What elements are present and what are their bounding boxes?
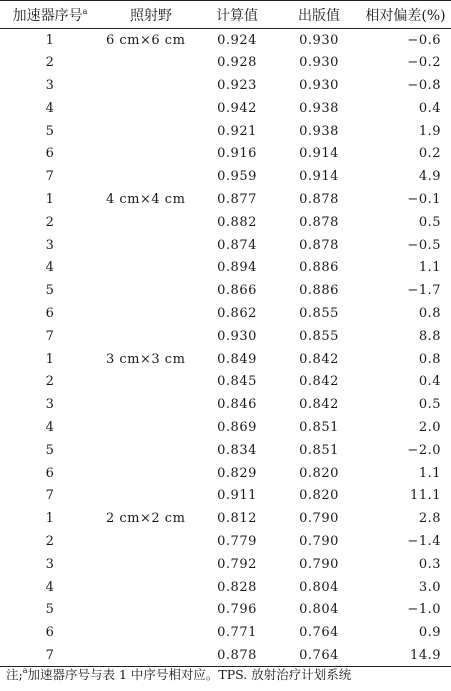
cell-calculated-value: 0.796 [217,602,257,618]
table-row [0,325,451,348]
cell-relative-deviation: 0.2 [418,146,441,162]
cell-published-value: 0.764 [299,625,339,641]
cell-field-size [106,256,196,279]
cell-published-value: 0.851 [299,442,339,458]
cell-calculated-value: 0.846 [217,397,257,413]
cell-accelerator-number: 5 [45,123,55,139]
table-row [0,29,451,52]
cell-field-size [106,644,196,667]
cell-calculated-value: 0.869 [217,419,257,435]
table-row [0,644,451,667]
cell-published-value: 0.764 [278,644,360,667]
cell-accelerator-number: 7 [0,644,106,667]
cell-field-size [106,393,196,416]
table-row [0,576,451,599]
cell-field-size: 2 cm×2 cm [106,511,186,527]
cell-calculated-value: 0.792 [217,556,257,572]
cell-accelerator-number: 4 [45,579,55,595]
cell-relative-deviation: 4.9 [418,169,441,185]
cell-published-value: 0.842 [299,351,339,367]
table-row [0,211,451,234]
cell-calculated-value: 0.845 [217,374,257,390]
cell-published-value: 0.790 [299,533,339,549]
table-row [0,530,451,553]
cell-field-size [106,97,196,120]
cell-published-value: 0.938 [299,123,339,139]
cell-published-value: 0.855 [299,305,339,321]
cell-relative-deviation: −0.1 [407,191,441,207]
cell-published-value: 0.842 [299,374,339,390]
cell-relative-deviation: 14.9 [360,644,451,667]
table-row [0,439,451,462]
cell-relative-deviation: 1.9 [418,123,441,139]
cell-calculated-value: 0.916 [217,146,257,162]
table-row [0,302,451,325]
table-row [0,416,451,439]
cell-accelerator-number: 4 [45,260,55,276]
cell-accelerator-number: 5 [45,283,55,299]
cell-field-size [106,462,196,485]
cell-field-size [106,484,196,507]
header-field-size: 照射野 [106,1,196,29]
cell-accelerator-number: 7 [45,169,55,185]
cell-relative-deviation: −1.0 [407,602,441,618]
cell-relative-deviation: 0.8 [418,305,441,321]
cell-calculated-value: 0.923 [217,77,257,93]
table-row [0,188,451,211]
cell-published-value: 0.804 [299,602,339,618]
cell-relative-deviation: −1.7 [407,283,441,299]
cell-published-value: 0.790 [299,511,339,527]
cell-accelerator-number: 6 [45,305,55,321]
cell-accelerator-number: 1 [45,191,55,207]
cell-calculated-value: 0.779 [217,533,257,549]
cell-field-size [106,598,196,621]
cell-published-value: 0.886 [299,260,339,276]
cell-relative-deviation: 0.3 [418,556,441,572]
cell-accelerator-number: 3 [45,77,55,93]
cell-calculated-value: 0.862 [217,305,257,321]
cell-accelerator-number: 3 [45,237,55,253]
table-row [0,598,451,621]
table-row [0,51,451,74]
cell-field-size: 6 cm×6 cm [106,32,186,48]
cell-calculated-value: 0.874 [217,237,257,253]
table-row [0,142,451,165]
cell-accelerator-number: 2 [45,55,55,71]
table-footnote [6,665,351,683]
cell-accelerator-number: 1 [45,32,55,48]
table-row [0,120,451,143]
table-header [0,1,451,29]
cell-relative-deviation: −0.8 [407,77,441,93]
cell-field-size [106,530,196,553]
cell-field-size [106,234,196,257]
table-row [0,393,451,416]
cell-field-size [106,51,196,74]
cell-calculated-value: 0.866 [217,283,257,299]
cell-published-value: 0.842 [299,397,339,413]
cell-published-value: 0.820 [299,465,339,481]
cell-accelerator-number: 7 [45,328,55,344]
cell-field-size [106,142,196,165]
cell-calculated-value: 0.911 [217,488,257,504]
cell-relative-deviation: 0.5 [418,397,441,413]
cell-relative-deviation: 8.8 [418,328,441,344]
cell-accelerator-number: 2 [45,374,55,390]
cell-field-size [106,279,196,302]
table-row [0,165,451,188]
cell-published-value: 0.878 [299,214,339,230]
cell-calculated-value: 0.959 [217,169,257,185]
cell-relative-deviation: 1.1 [418,465,441,481]
cell-published-value: 0.820 [299,488,339,504]
cell-relative-deviation: −1.4 [407,533,441,549]
cell-published-value: 0.886 [299,283,339,299]
header-row [0,1,451,29]
cell-published-value: 0.914 [299,146,339,162]
cell-published-value: 0.914 [299,169,339,185]
header-calculated-value: 计算值 [196,1,278,29]
table-row [0,621,451,644]
cell-published-value: 0.930 [299,32,339,48]
table-row [0,97,451,120]
cell-published-value: 0.855 [299,328,339,344]
cell-calculated-value: 0.877 [217,191,257,207]
cell-calculated-value: 0.834 [217,442,257,458]
cell-calculated-value: 0.882 [217,214,257,230]
cell-field-size [106,165,196,188]
table-row [0,348,451,371]
cell-accelerator-number: 4 [45,100,55,116]
cell-relative-deviation: −0.2 [407,55,441,71]
cell-calculated-value: 0.829 [217,465,257,481]
cell-accelerator-number: 5 [45,442,55,458]
cell-relative-deviation: 1.1 [418,260,441,276]
table-row [0,507,451,530]
cell-published-value: 0.938 [299,100,339,116]
cell-relative-deviation: 0.9 [418,625,441,641]
cell-relative-deviation: −2.0 [407,442,441,458]
cell-field-size: 3 cm×3 cm [106,351,186,367]
cell-relative-deviation: 0.4 [418,100,441,116]
table-body [0,29,451,667]
cell-calculated-value: 0.921 [217,123,257,139]
cell-field-size [106,325,196,348]
cell-accelerator-number: 3 [45,556,55,572]
cell-relative-deviation: 2.8 [418,511,441,527]
cell-calculated-value: 0.942 [217,100,257,116]
table-row [0,370,451,393]
cell-accelerator-number: 1 [45,511,55,527]
cell-field-size [106,416,196,439]
cell-calculated-value: 0.828 [217,579,257,595]
cell-field-size [106,439,196,462]
cell-accelerator-number: 2 [45,533,55,549]
cell-field-size [106,74,196,97]
cell-calculated-value: 0.894 [217,260,257,276]
cell-relative-deviation: 11.1 [410,488,441,504]
table-row [0,462,451,485]
cell-calculated-value: 0.930 [217,328,257,344]
cell-published-value: 0.804 [299,579,339,595]
cell-accelerator-number: 3 [45,397,55,413]
cell-calculated-value: 0.849 [217,351,257,367]
cell-accelerator-number: 6 [45,465,55,481]
cell-field-size [106,576,196,599]
cell-field-size [106,211,196,234]
cell-relative-deviation: 3.0 [418,579,441,595]
cell-accelerator-number: 5 [45,602,55,618]
cell-field-size [106,120,196,143]
cell-field-size [106,302,196,325]
cell-field-size [106,553,196,576]
cell-relative-deviation: 0.5 [418,214,441,230]
table-row [0,74,451,97]
cell-calculated-value: 0.771 [217,625,257,641]
cell-published-value: 0.790 [299,556,339,572]
cell-published-value: 0.878 [299,191,339,207]
cell-calculated-value: 0.878 [196,644,278,667]
cell-calculated-value: 0.924 [217,32,257,48]
cell-relative-deviation: −0.6 [407,32,441,48]
cell-calculated-value: 0.812 [217,511,257,527]
cell-field-size: 4 cm×4 cm [106,191,186,207]
header-relative-deviation: 相对偏差(%) [360,1,451,29]
cell-published-value: 0.851 [299,419,339,435]
footnote-marker: a [82,6,88,16]
cell-relative-deviation: 0.8 [418,351,441,367]
table-row [0,279,451,302]
cell-accelerator-number: 2 [45,214,55,230]
footnote-note-marker: a [22,666,28,675]
cell-published-value: 0.930 [299,55,339,71]
cell-calculated-value: 0.928 [217,55,257,71]
footnote-text: 加速器序号与表 1 中序号相对应。TPS. 放射治疗计划系统 [27,667,352,682]
cell-accelerator-number: 6 [45,146,55,162]
cell-accelerator-number: 4 [45,419,55,435]
footnote-prefix: 注; [6,667,23,682]
cell-relative-deviation: −0.5 [407,237,441,253]
cell-published-value: 0.930 [299,77,339,93]
cell-accelerator-number: 1 [45,351,55,367]
cell-accelerator-number: 6 [45,625,55,641]
table-row [0,234,451,257]
table-row [0,484,451,507]
table-row [0,553,451,576]
table-row [0,256,451,279]
header-published-value: 出版值 [278,1,360,29]
cell-published-value: 0.878 [299,237,339,253]
cell-field-size [106,370,196,393]
cell-field-size [106,621,196,644]
header-accelerator-label: 加速器序号 [12,7,83,24]
cell-accelerator-number: 7 [45,488,55,504]
cell-relative-deviation: 0.4 [418,374,441,390]
header-accelerator-number [0,1,106,29]
cell-relative-deviation: 2.0 [418,419,441,435]
